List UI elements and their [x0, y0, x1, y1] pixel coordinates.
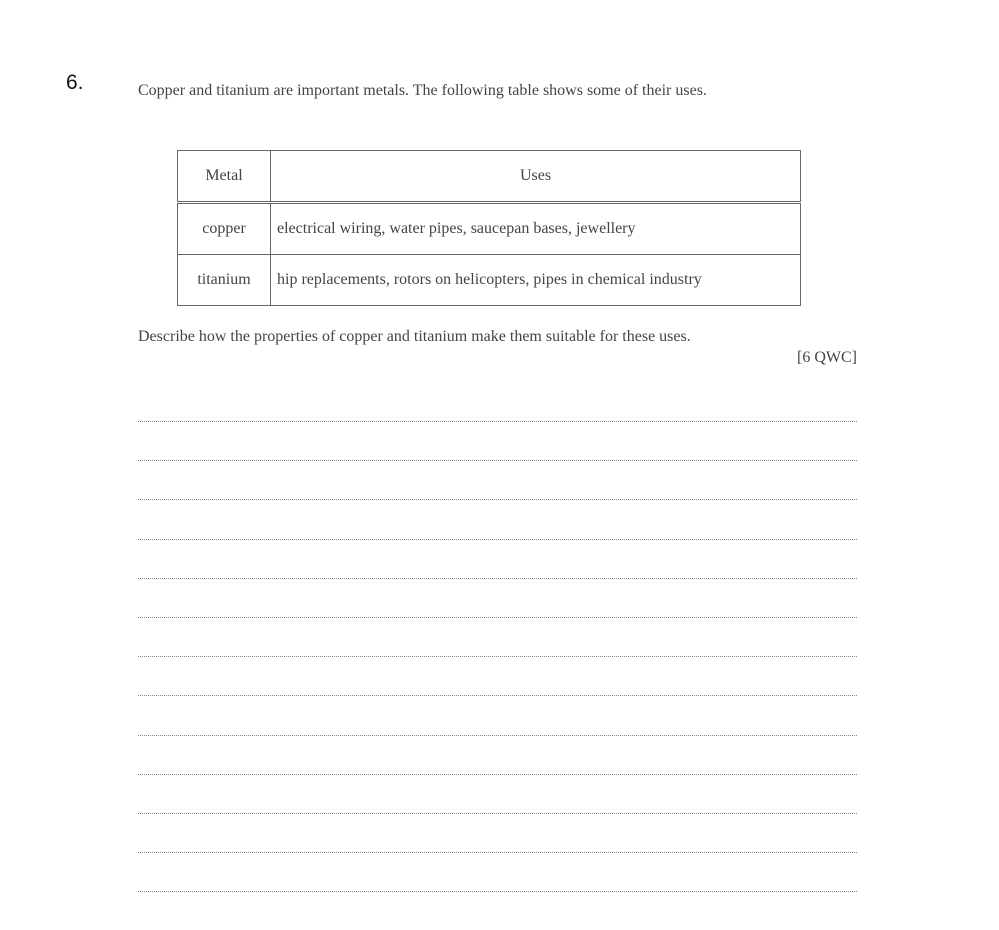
- answer-line[interactable]: [138, 695, 857, 696]
- answer-line[interactable]: [138, 891, 857, 892]
- answer-line[interactable]: [138, 852, 857, 853]
- answer-line[interactable]: [138, 460, 857, 461]
- table-row: [178, 255, 801, 306]
- header-metal: Metal: [178, 151, 271, 203]
- header-uses: Uses: [271, 151, 801, 203]
- table-row: [178, 203, 801, 255]
- metal-uses-table: [177, 150, 801, 306]
- metal-cell: titanium: [178, 255, 271, 306]
- uses-cell: electrical wiring, water pipes, saucepan bases, jewellery: [271, 203, 801, 255]
- answer-line[interactable]: [138, 656, 857, 657]
- answer-line[interactable]: [138, 617, 857, 618]
- question-number: 6.: [66, 71, 84, 94]
- uses-cell: hip replacements, rotors on helicopters, pipes in chemical industry: [271, 255, 801, 306]
- answer-line[interactable]: [138, 813, 857, 814]
- table-header-row: [178, 151, 801, 203]
- answer-line[interactable]: [138, 774, 857, 775]
- question-intro: Copper and titanium are important metals. The following table shows some of their uses.: [138, 82, 707, 99]
- metal-cell: copper: [178, 203, 271, 255]
- marks-label: [6 QWC]: [797, 349, 857, 366]
- answer-line[interactable]: [138, 578, 857, 579]
- answer-line[interactable]: [138, 539, 857, 540]
- answer-line[interactable]: [138, 735, 857, 736]
- answer-lines[interactable]: [138, 421, 857, 930]
- answer-line[interactable]: [138, 421, 857, 422]
- answer-line[interactable]: [138, 499, 857, 500]
- question-prompt: Describe how the properties of copper and titanium make them suitable for these uses.: [138, 328, 691, 345]
